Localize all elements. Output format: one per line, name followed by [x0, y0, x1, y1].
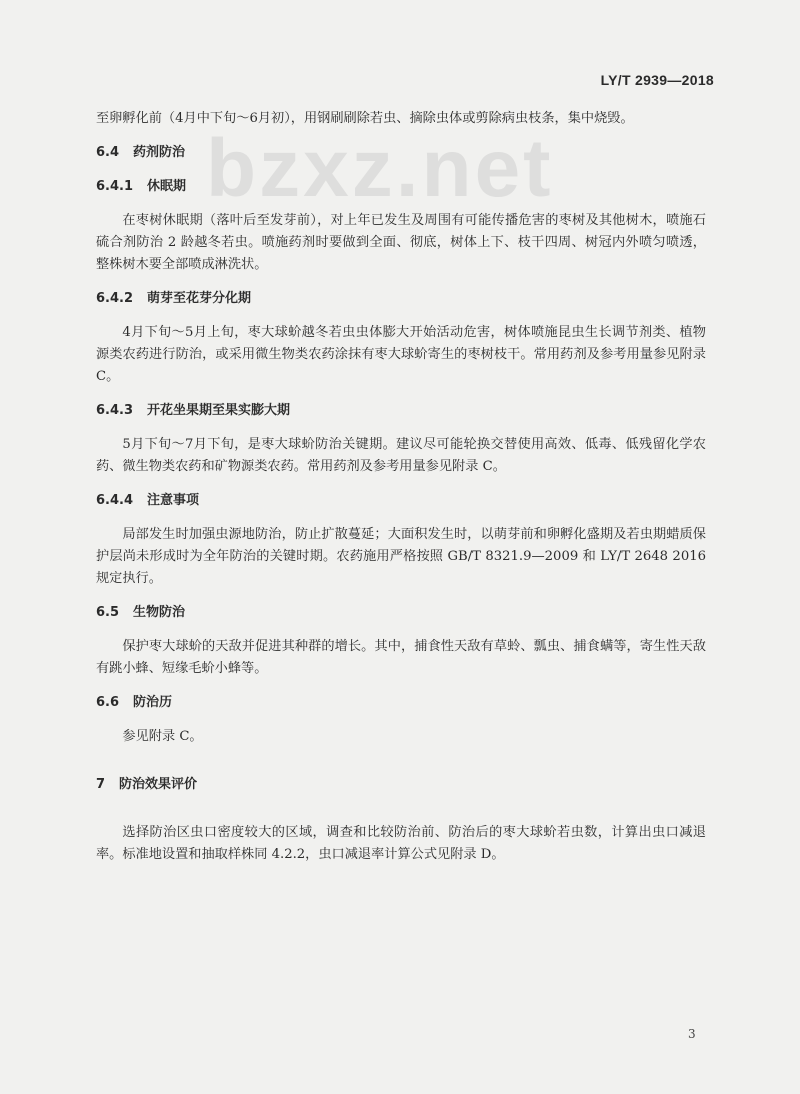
page-number: 3	[688, 1027, 696, 1041]
section-heading	[96, 288, 706, 310]
section-number: 6.5	[96, 605, 120, 620]
paragraph: 参见附录 C。	[122, 729, 203, 744]
section-number: 6.4.4	[96, 493, 134, 508]
paragraph: 保护枣大球蚧的天敌并促进其种群的增长。其中，捕食性天敌有草蛉、瓢虫、捕食螨等，寄生性天敌有跳小蜂、短缘毛蚧小蜂等。	[96, 639, 706, 676]
section-title: 生物防治	[133, 605, 186, 620]
document-body	[96, 108, 706, 878]
paragraph: 4月下旬～5月上旬，枣大球蚧越冬若虫虫体膨大开始活动危害，树体喷施昆虫生长调节剂类、植物源类农药进行防治，或采用微生物类农药涂抹有枣大球蚧寄生的枣树枝干。常用药剂及参考用量参见附录 C。	[96, 325, 706, 384]
section-title: 药剂防治	[133, 145, 186, 160]
paragraph: 5月下旬～7月下旬，是枣大球蚧防治关键期。建议尽可能轮换交替使用高效、低毒、低残留化学农药、微生物类农药和矿物源类农药。常用药剂及参考用量参见附录 C。	[96, 437, 706, 474]
section-title: 萌芽至花芽分化期	[147, 291, 252, 306]
watermark: bzxz.net	[206, 123, 554, 214]
section-number: 6.4.3	[96, 403, 134, 418]
section-heading	[96, 176, 706, 198]
section-title: 开花坐果期至果实膨大期	[147, 403, 291, 418]
section-title: 注意事项	[147, 493, 200, 508]
paragraph: 至卵孵化前（4月中下旬～6月初），用钢刷刷除若虫、摘除虫体或剪除病虫枝条，集中烧毁。	[96, 111, 634, 126]
section-heading	[96, 400, 706, 422]
section-title: 防治历	[133, 695, 173, 710]
paragraph: 局部发生时加强虫源地防治，防止扩散蔓延；大面积发生时，以萌芽前和卵孵化盛期及若虫期蜡质保护层尚未形成时为全年防治的关键时期。农药施用严格按照 GB/T 8321.9—2009 和 LY/T 2648 2016 规定执行。	[96, 527, 706, 586]
section-number: 6.4.1	[96, 179, 134, 194]
section-number: 6.4	[96, 145, 120, 160]
section-heading	[96, 602, 706, 624]
paragraph: 选择防治区虫口密度较大的区域，调查和比较防治前、防治后的枣大球蚧若虫数，计算出虫口减退率。标准地设置和抽取样株同 4.2.2，虫口减退率计算公式见附录 D。	[96, 825, 706, 862]
section-title: 休眠期	[147, 179, 187, 194]
section-heading	[96, 142, 706, 164]
paragraph: 在枣树休眠期（落叶后至发芽前），对上年已发生及周围有可能传播危害的枣树及其他树木，喷施石硫合剂防治 2 龄越冬若虫。喷施药剂时要做到全面、彻底，树体上下、枝干四周、树冠内外喷匀喷透，整株树木要全部喷成淋洗状。	[96, 213, 706, 272]
section-number: 6.4.2	[96, 291, 134, 306]
section-heading	[96, 490, 706, 512]
section-number: 6.6	[96, 695, 120, 710]
standard-number: LY/T 2939—2018	[600, 72, 714, 88]
section-heading	[96, 774, 706, 796]
section-heading	[96, 692, 706, 714]
section-number: 7	[96, 777, 106, 792]
section-title: 防治效果评价	[119, 777, 198, 792]
